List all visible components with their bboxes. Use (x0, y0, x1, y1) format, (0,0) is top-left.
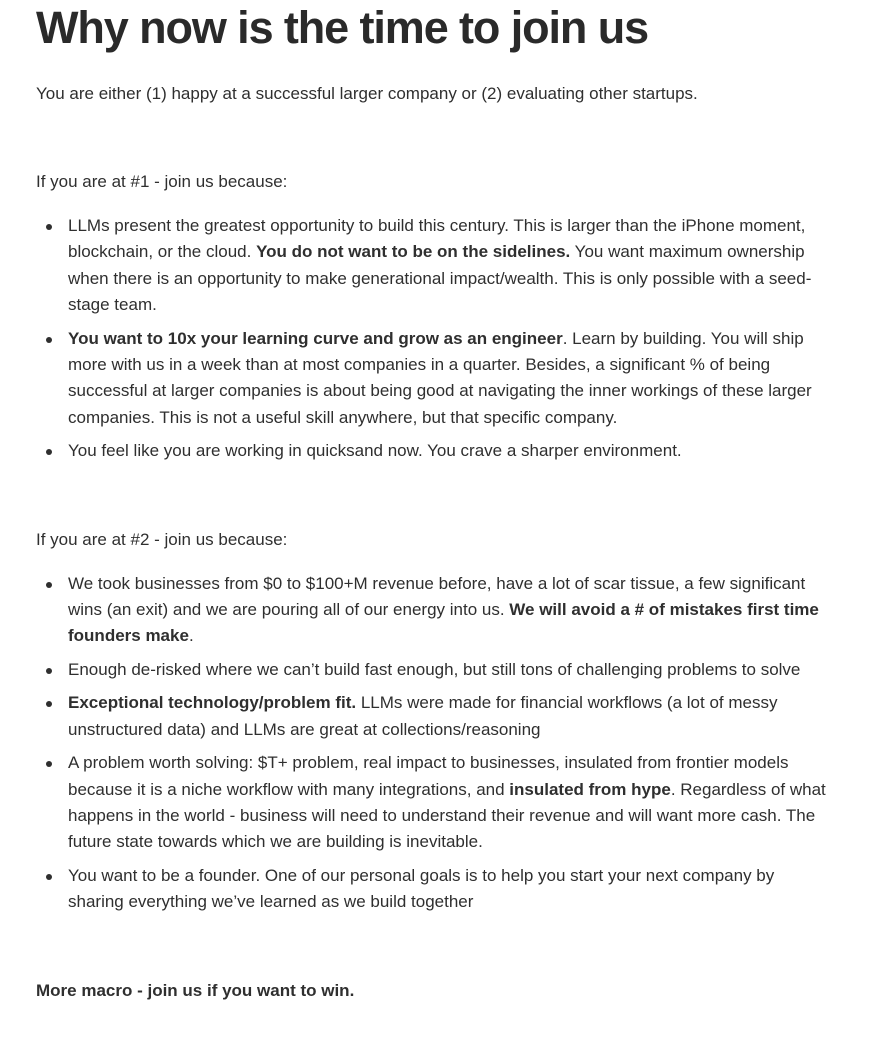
text-run: You feel like you are working in quicksand now. You crave a sharper environment. (68, 441, 682, 461)
section2-list (36, 571, 826, 916)
section1-list (36, 213, 826, 465)
section2-lead: If you are at #2 - join us because: (36, 529, 288, 549)
list-item (36, 657, 826, 683)
text-run: We took businesses from $0 to $100+M revenue before, have a lot of scar tissue, a few significant wins (an exit) and we are pouring all of our energy into us. (68, 573, 806, 620)
text-run: . (188, 626, 194, 646)
bold-run: Exceptional technology/problem fit. (68, 693, 357, 713)
text-run: You want to be a founder. One of our personal goals is to help you start your next company by sharing everything we’ve learned as we build together (68, 865, 775, 912)
bold-run: You want to 10x your learning curve and grow as an engineer (68, 328, 563, 348)
bold-run: You do not want to be on the sidelines. (256, 242, 571, 262)
text-run: LLMs were made for financial workflows (a lot of messy unstructured data) and LLMs are great at collections/reasoning (68, 693, 778, 739)
section1-lead: If you are at #1 - join us because: (36, 172, 288, 191)
list-item (36, 438, 826, 464)
text-run: A problem worth solving: $T+ problem, real impact to businesses, insulated from frontier models because it is a niche workflow with many integrations, and (68, 753, 789, 799)
list-item (36, 750, 826, 856)
intro-paragraph: You are either (1) happy at a successful larger company or (2) evaluating other startups. (36, 84, 698, 103)
document (36, 0, 826, 1004)
text-run: LLMs present the greatest opportunity to build this century. This is larger than the iPhone moment, blockchain, or the cloud. (68, 216, 806, 262)
text-run: . Learn by building. You will ship more with us in a week than at most companies in a quarter. Besides, a significant % of being successful at larger companies is about being good at navigating the inner workings of these larger companies. This is not a useful skill anywhere, but that specific company. (68, 328, 812, 427)
list-item (36, 863, 826, 916)
list-item (36, 690, 826, 743)
page-title: Why now is the time to join us (36, 2, 649, 53)
text-run: You want maximum ownership when there is an opportunity to make generational impact/wealth. This is only possible with a seed-stage team. (68, 242, 812, 315)
bold-run: We will avoid a # of mistakes first time founders make (68, 600, 819, 646)
list-item (36, 326, 826, 432)
text-run: . Regardless of what happens in the world - business will need to understand their revenue and will want more cash. The future state towards which we are building is inevitable. (68, 779, 826, 852)
text-run: Enough de-risked where we can’t build fast enough, but still tons of challenging problems to solve (68, 659, 801, 679)
macro-heading: More macro - join us if you want to win. (36, 980, 355, 1000)
bold-run: insulated from hype (509, 779, 671, 799)
list-item (36, 571, 826, 650)
list-item (36, 213, 826, 319)
